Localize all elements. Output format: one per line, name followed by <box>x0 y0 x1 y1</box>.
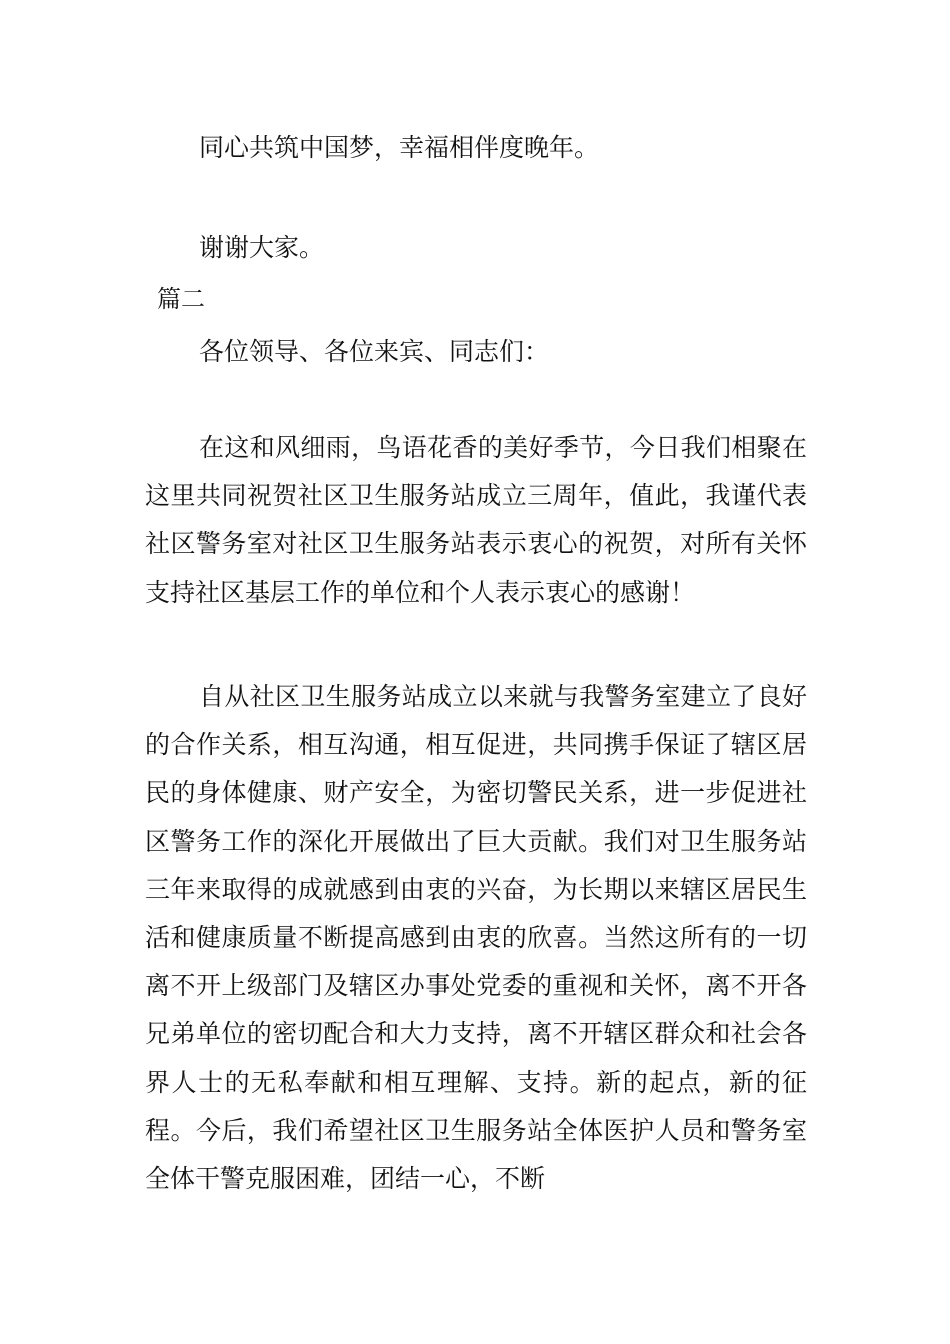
paragraph-2: 自从社区卫生服务站成立以来就与我警务室建立了良好的合作关系，相互沟通，相互促进，共同携手保证了辖区居民的身体健康、财产安全，为密切警民关系，进一步促进社区警务工作的深化开展做出了巨大贡献。我们对卫生服务站三年来取得的成就感到由衷的兴奋，为长期以来辖区居民生活和健康质量不断提高感到由衷的欣喜。当然这所有的一切离不开上级部门及辖区办事处党委的重视和关怀，离不开各兄弟单位的密切配合和大力支持，离不开辖区群众和社会各界人士的无私奉献和相互理解、支持。新的起点，新的征程。今后，我们希望社区卫生服务站全体医护人员和警务室全体干警克服困难，团结一心，不断 <box>145 682 807 1194</box>
thanks-line: 谢谢大家。 <box>199 233 325 262</box>
closing-line: 同心共筑中国梦，幸福相伴度晚年。 <box>199 133 600 162</box>
section-heading: 篇二 <box>157 285 205 313</box>
paragraph-1: 在这和风细雨，鸟语花香的美好季节，今日我们相聚在这里共同祝贺社区卫生服务站成立三周年，值此，我谨代表社区警务室对社区卫生服务站表示衷心的祝贺，对所有关怀支持社区基层工作的单位和个人表示衷心的感谢！ <box>145 433 807 607</box>
salutation: 各位领导、各位来宾、同志们： <box>199 337 550 366</box>
